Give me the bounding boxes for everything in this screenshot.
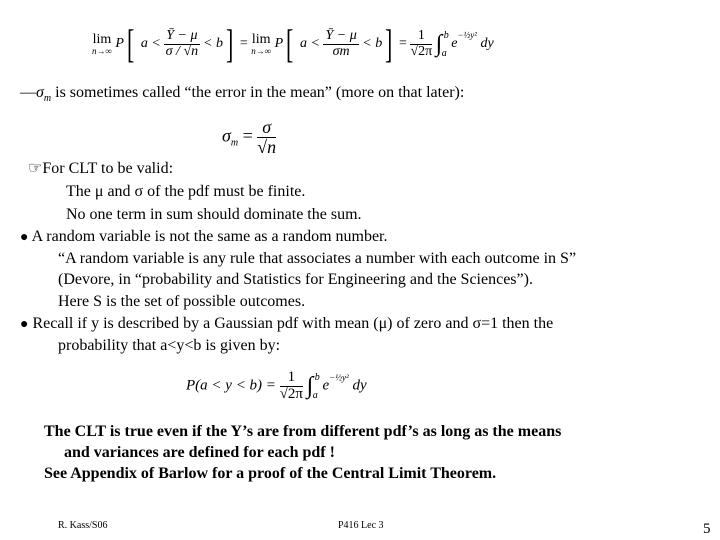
lim-operator-2: [251, 33, 271, 56]
lower-ineq-2: a <: [300, 36, 320, 52]
sigma-m-equation: [222, 118, 276, 157]
gauss-integral-sign: ∫ b a: [307, 374, 319, 398]
bullet2-line2: probability that a<y<b is given by:: [58, 337, 281, 354]
integral-lower: a: [441, 48, 447, 59]
sigma-m-line: [20, 84, 464, 104]
upper-ineq-2: < b: [362, 36, 383, 52]
gauss-exp-power: −½y²: [329, 372, 349, 383]
sigma-subscript: m: [43, 93, 52, 104]
sm-den: √n: [257, 136, 277, 157]
bullet-dot-icon-2: ●: [20, 317, 29, 332]
lim-subscript-2: n→∞: [251, 45, 272, 56]
clt-condition-2: No one term in sum should dominate the sum.: [66, 206, 362, 223]
sm-equals: =: [242, 125, 253, 146]
gauss-upper: b: [314, 372, 320, 384]
sigma-m-description: is sometimes called “the error in the mean” (more on that later):: [51, 84, 465, 101]
sm-fraction: [257, 118, 276, 157]
clt-condition-1: The μ and σ of the pdf must be finite.: [66, 183, 306, 200]
bullet1-line2: “A random variable is any rule that associates a number with each outcome in S”: [58, 250, 577, 267]
fraction-1: [164, 29, 199, 59]
clt-valid-heading: [28, 158, 173, 178]
clt-equation: [92, 21, 494, 66]
bullet2-line1: Recall if y is described by a Gaussian pdf with mean (μ) of zero and σ=1 then the: [32, 315, 554, 332]
sm-num: σ: [257, 118, 276, 138]
sm-lhs-sub: m: [230, 137, 239, 149]
gauss-num: 1: [280, 370, 303, 387]
bullet-dot-icon: ●: [20, 230, 29, 245]
gauss-lhs: P(a < y < b) =: [186, 377, 276, 394]
left-bracket: [: [126, 21, 135, 66]
footer-course: P416 Lec 3: [338, 520, 384, 531]
right-bracket-2: ]: [385, 21, 393, 66]
exp-power: −½y²: [457, 30, 477, 41]
frac1-num: Ȳ − μ: [166, 27, 198, 43]
gauss-lower: a: [312, 390, 318, 402]
fraction-2: [323, 29, 358, 59]
lower-ineq: a <: [140, 36, 161, 52]
equals-2: =: [399, 36, 407, 52]
integral-upper: b: [443, 30, 449, 41]
gaussian-equation: [186, 370, 367, 403]
frac2-num: Ȳ − μ: [325, 27, 357, 43]
prob-symbol: P: [115, 36, 124, 52]
fraction-3: [410, 29, 432, 59]
lim-operator: [92, 33, 112, 56]
footer-author: R. Kass/S06: [58, 520, 108, 531]
conclusion-line1: The CLT is true even if the Y’s are from different pdf’s as long as the means: [44, 423, 562, 440]
upper-ineq: < b: [203, 36, 223, 52]
gauss-differential: dy: [352, 377, 367, 394]
differential: dy: [480, 36, 494, 52]
prob-symbol-2: P: [274, 36, 284, 52]
frac3-den: √2π: [410, 43, 433, 59]
conclusion-line3: See Appendix of Barlow for a proof of the Central Limit Theorem.: [44, 465, 497, 482]
gauss-den: √2π: [279, 385, 303, 402]
gauss-exp-base: e: [322, 377, 330, 394]
bullet1-line1: A random variable is not the same as a random number.: [31, 228, 388, 245]
equals-1: =: [239, 36, 248, 52]
pointing-hand-icon: ☞: [28, 160, 43, 177]
bullet1-line4: Here S is the set of possible outcomes.: [58, 293, 306, 310]
lim-text-2: lim: [251, 31, 271, 47]
lim-subscript: n→∞: [92, 45, 112, 56]
frac2-den: σm: [332, 43, 350, 59]
clt-valid-title: For CLT to be valid:: [42, 160, 174, 177]
integral-sign: ∫ b a: [436, 32, 448, 56]
bullet1-line3: (Devore, in “probability and Statistics for Engineering and the Sciences”).: [58, 271, 533, 288]
gauss-fraction: [280, 370, 303, 403]
sigma-symbol: σ: [36, 84, 44, 101]
frac1-den: σ / √n: [165, 43, 199, 59]
lim-text: lim: [92, 31, 112, 47]
bullet-random-variable: [20, 228, 388, 246]
frac3-num: 1: [410, 29, 432, 45]
bullet-gaussian: [20, 315, 553, 333]
page-number: 5: [703, 521, 711, 537]
sm-lhs: σ: [222, 125, 231, 146]
dash-mark: —: [20, 84, 36, 101]
conclusion-line2: and variances are defined for each pdf !: [64, 444, 335, 461]
right-bracket: ]: [225, 21, 234, 66]
left-bracket-2: [: [286, 21, 294, 66]
exp-base: e: [451, 36, 458, 52]
